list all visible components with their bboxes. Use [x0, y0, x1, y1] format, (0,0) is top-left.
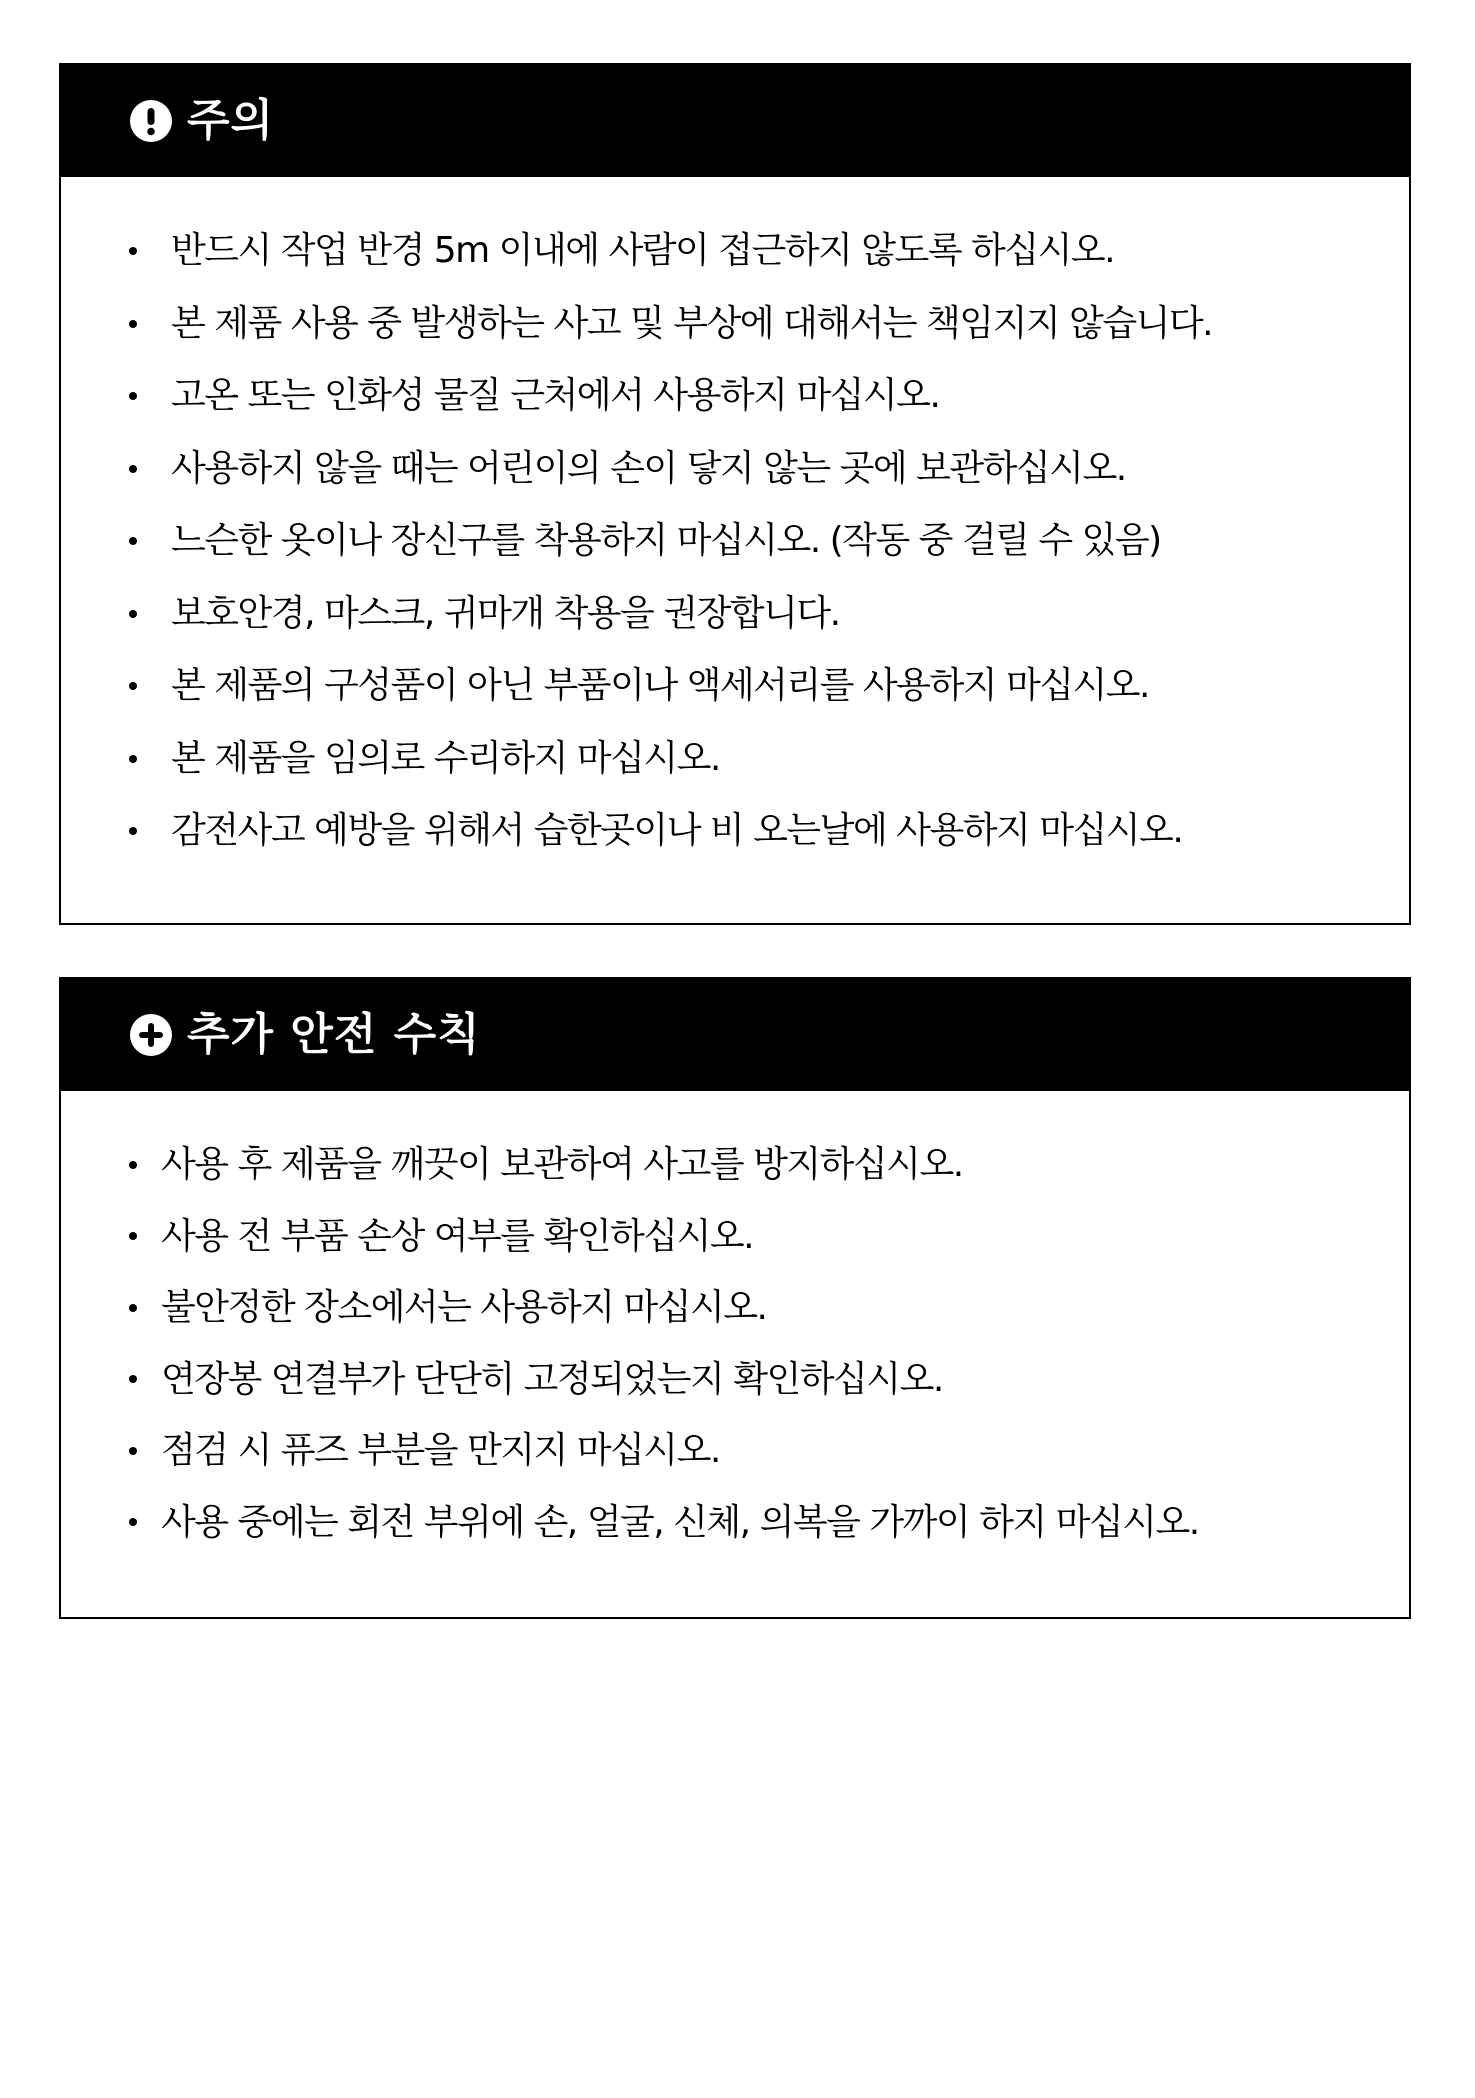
bullet-icon	[129, 1447, 137, 1455]
bullet-icon	[129, 1518, 137, 1526]
caution-item-text: 고온 또는 인화성 물질 근처에서 사용하지 마십시오.	[171, 375, 940, 416]
list-item	[61, 505, 1409, 578]
list-item	[61, 360, 1409, 433]
caution-body	[61, 177, 1409, 868]
safety-item-text: 사용 후 제품을 깨끗이 보관하여 사고를 방지하십시오.	[161, 1144, 963, 1185]
list-item	[61, 650, 1409, 723]
list-item	[61, 215, 1409, 288]
caution-item-text: 감전사고 예방을 위해서 습한곳이나 비 오는날에 사용하지 마십시오.	[171, 810, 1183, 851]
safety-rules-title: 추가 안전 수칙	[187, 1009, 481, 1060]
list-item	[61, 1415, 1409, 1487]
list-item	[61, 578, 1409, 651]
bullet-icon	[129, 247, 137, 255]
caution-title: 주의	[187, 95, 275, 146]
plus-circle-icon	[129, 1013, 173, 1057]
caution-item-text: 본 제품을 임의로 수리하지 마십시오.	[171, 737, 720, 779]
safety-item-text: 사용 중에는 회전 부위에 손, 얼굴, 신체, 의복을 가까이 하지 마십시오.	[161, 1501, 1199, 1543]
bullet-icon	[129, 392, 137, 400]
caution-header	[61, 65, 1409, 177]
list-item	[61, 1272, 1409, 1344]
list-item	[61, 288, 1409, 361]
list-item	[61, 433, 1409, 506]
list-item	[61, 1201, 1409, 1273]
bullet-icon	[129, 610, 137, 618]
list-item	[61, 723, 1409, 796]
bullet-icon	[129, 827, 137, 835]
exclamation-circle-icon	[129, 99, 173, 143]
bullet-icon	[129, 1161, 137, 1169]
list-item	[61, 795, 1409, 868]
list-item	[61, 1344, 1409, 1416]
bullet-icon	[129, 755, 137, 763]
safety-item-text: 불안정한 장소에서는 사용하지 마십시오.	[161, 1287, 767, 1328]
caution-item-text: 느슨한 옷이나 장신구를 착용하지 마십시오. (작동 중 걸릴 수 있음)	[171, 520, 1161, 561]
list-item	[61, 1487, 1409, 1559]
caution-item-text: 본 제품의 구성품이 아닌 부품이나 액세서리를 사용하지 마십시오.	[171, 665, 1149, 706]
list-item	[61, 1129, 1409, 1201]
safety-rules-panel	[59, 977, 1411, 1619]
bullet-icon	[129, 682, 137, 690]
caution-item-text: 본 제품 사용 중 발생하는 사고 및 부상에 대해서는 책임지지 않습니다.	[171, 302, 1213, 344]
safety-rules-body	[61, 1091, 1409, 1558]
safety-rules-header	[61, 979, 1409, 1091]
caution-item-text: 사용하지 않을 때는 어린이의 손이 닿지 않는 곳에 보관하십시오.	[171, 447, 1126, 489]
bullet-icon	[129, 1304, 137, 1312]
bullet-icon	[129, 537, 137, 545]
bullet-icon	[129, 1232, 137, 1240]
caution-list	[61, 215, 1409, 868]
bullet-icon	[129, 465, 137, 473]
safety-item-text: 사용 전 부품 손상 여부를 확인하십시오.	[161, 1215, 754, 1257]
caution-item-text: 반드시 작업 반경 5m 이내에 사람이 접근하지 않도록 하십시오.	[171, 230, 1115, 271]
bullet-icon	[129, 320, 137, 328]
caution-panel	[59, 63, 1411, 925]
caution-item-text: 보호안경, 마스크, 귀마개 착용을 권장합니다.	[171, 592, 840, 634]
safety-item-text: 연장봉 연결부가 단단히 고정되었는지 확인하십시오.	[161, 1358, 943, 1400]
bullet-icon	[129, 1375, 137, 1383]
safety-item-text: 점검 시 퓨즈 부분을 만지지 마십시오.	[161, 1430, 720, 1471]
safety-rules-list	[61, 1129, 1409, 1558]
